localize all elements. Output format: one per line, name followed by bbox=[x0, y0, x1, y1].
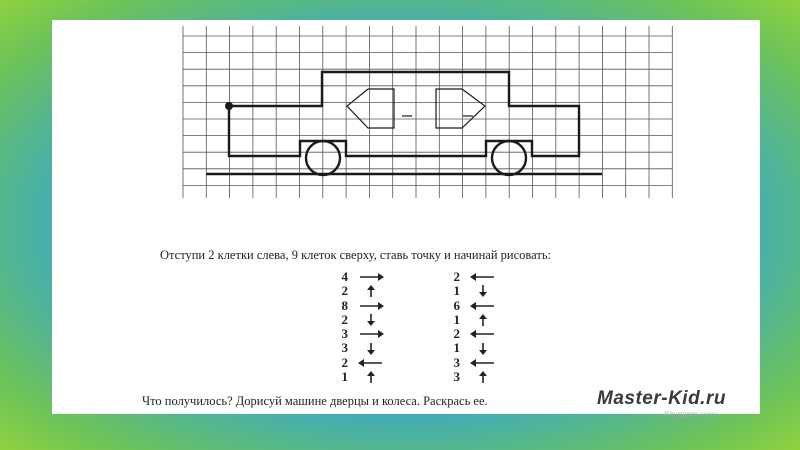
step-row bbox=[446, 327, 496, 341]
step-row bbox=[446, 313, 496, 327]
arrow-left-icon bbox=[470, 328, 496, 340]
brand-logo: Master-Kid.ru bbox=[597, 388, 726, 409]
arrow-up-icon bbox=[358, 285, 384, 297]
start-point bbox=[225, 102, 233, 110]
grid-drawing bbox=[52, 20, 760, 220]
rear-window bbox=[436, 89, 485, 128]
arrow-down-icon bbox=[358, 314, 384, 326]
car-body-outline bbox=[229, 72, 579, 156]
step-count: 1 bbox=[453, 283, 460, 299]
step-count: 3 bbox=[341, 326, 348, 342]
brand-subtitle: Клипарт-ники bbox=[664, 410, 718, 419]
step-row bbox=[334, 327, 384, 341]
step-count: 3 bbox=[453, 369, 460, 385]
arrow-left-icon bbox=[470, 357, 496, 369]
step-row bbox=[334, 299, 384, 313]
step-count: 1 bbox=[453, 340, 460, 356]
step-row bbox=[446, 356, 496, 370]
step-count: 6 bbox=[453, 297, 460, 313]
step-count: 8 bbox=[341, 297, 348, 313]
step-row bbox=[446, 299, 496, 313]
question-text: Что получилось? Дорисуй машине дверцы и колеса. Раскрась ее. bbox=[142, 394, 488, 408]
grid-lines bbox=[183, 26, 672, 198]
arrow-up-icon bbox=[358, 371, 384, 383]
step-count: 1 bbox=[341, 369, 348, 385]
arrow-right-icon bbox=[358, 328, 384, 340]
step-count: 2 bbox=[453, 326, 460, 342]
front-window bbox=[347, 89, 394, 128]
arrow-down-icon bbox=[470, 285, 496, 297]
step-row bbox=[334, 270, 384, 284]
step-count: 2 bbox=[341, 283, 348, 299]
step-row bbox=[446, 341, 496, 355]
arrow-left-icon bbox=[358, 357, 384, 369]
steps-left-column bbox=[334, 270, 384, 384]
step-count: 2 bbox=[341, 354, 348, 370]
instruction-text: Отступи 2 клетки слева, 9 клеток сверху, ставь точку и начинай рисовать: bbox=[160, 248, 552, 262]
step-row bbox=[334, 284, 384, 298]
step-count: 3 bbox=[341, 340, 348, 356]
step-count: 1 bbox=[453, 311, 460, 327]
step-row bbox=[334, 313, 384, 327]
step-count: 2 bbox=[453, 269, 460, 284]
step-row bbox=[446, 284, 496, 298]
car-figure bbox=[206, 72, 602, 175]
arrow-down-icon bbox=[358, 343, 384, 355]
step-count: 4 bbox=[341, 269, 348, 284]
step-count: 3 bbox=[453, 354, 460, 370]
step-row bbox=[334, 341, 384, 355]
arrow-up-icon bbox=[470, 314, 496, 326]
step-row bbox=[334, 370, 384, 384]
arrow-up-icon bbox=[470, 371, 496, 383]
arrow-down-icon bbox=[470, 343, 496, 355]
step-row bbox=[334, 356, 384, 370]
step-count: 2 bbox=[341, 311, 348, 327]
arrow-right-icon bbox=[358, 271, 384, 283]
worksheet bbox=[52, 20, 760, 419]
arrow-right-icon bbox=[358, 300, 384, 312]
arrow-left-icon bbox=[470, 300, 496, 312]
step-row bbox=[446, 270, 496, 284]
steps-right-column bbox=[446, 270, 496, 384]
step-row bbox=[446, 370, 496, 384]
arrow-left-icon bbox=[470, 271, 496, 283]
